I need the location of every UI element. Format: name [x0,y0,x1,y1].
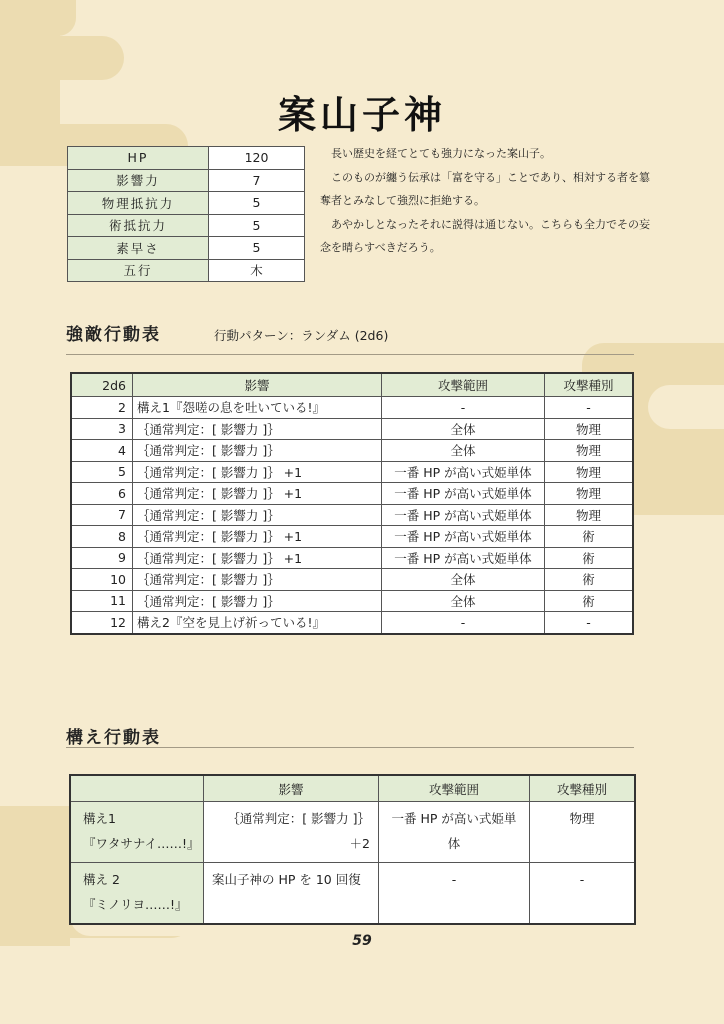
roll-cell: 11 [71,590,133,612]
range-cell: 一番 HP が高い式姫単体 [382,483,545,505]
stance-quote: 『ワタサナイ……!』 [83,836,200,851]
enemy-actions-title: 強敵行動表 [66,325,161,345]
table-row [71,483,633,505]
range-cell: 全体 [382,440,545,462]
header-cell: 攻撃種別 [545,373,634,397]
table-row [71,440,633,462]
effect-cell: ｛通常判定：[ 影響力 ]｝ [133,590,382,612]
table-row [71,397,633,419]
stat-row [68,169,305,192]
description-paragraph: このものが纏う伝承は「富を守る」ことであり、相対する者を簒奪者とみなして強烈に拒絶する。 [320,170,650,207]
header-cell: 影響 [133,373,382,397]
stance-label-cell [70,802,204,863]
stat-row [68,192,305,215]
type-cell: 物理 [545,461,634,483]
effect-cell: ｛通常判定：[ 影響力 ]｝ +1 [133,547,382,569]
roll-cell: 8 [71,526,133,548]
range-cell: 全体 [382,418,545,440]
type-cell: - [530,863,636,925]
type-cell: 物理 [545,504,634,526]
roll-cell: 9 [71,547,133,569]
enemy-actions-table [70,372,634,635]
effect-cell: ｛通常判定：[ 影響力 ]｝ ＋2 [204,802,379,863]
header-cell: 攻撃範囲 [382,373,545,397]
roll-cell: 7 [71,504,133,526]
stat-value: 5 [209,237,305,260]
background-shape [0,36,124,80]
stance-actions-title: 構え行動表 [66,728,161,748]
range-cell: - [379,863,530,925]
effect-cell: ｛通常判定：[ 影響力 ]｝ +1 [133,483,382,505]
stat-value: 5 [209,192,305,215]
type-cell: 物理 [545,440,634,462]
roll-cell: 12 [71,612,133,634]
roll-cell: 6 [71,483,133,505]
stat-value: 120 [209,147,305,170]
table-row [71,461,633,483]
table-row [71,418,633,440]
description [320,142,650,260]
roll-cell: 4 [71,440,133,462]
effect-cell: ｛通常判定：[ 影響力 ]｝ +1 [133,461,382,483]
effect-cell: ｛通常判定：[ 影響力 ]｝ +1 [133,526,382,548]
description-paragraph: 長い歴史を経てとても強力になった案山子。 [331,147,551,160]
type-cell: - [545,612,634,634]
range-cell: 一番 HP が高い式姫単体 [382,461,545,483]
stance-name: 構え1 [83,811,116,826]
effect-cell: 案山子神の HP を 10 回復 [204,863,379,925]
type-cell: 物理 [545,483,634,505]
stat-row [68,147,305,170]
page-title: 案山子神 [277,92,446,137]
stance-label-cell [70,863,204,925]
roll-cell: 10 [71,569,133,591]
effect-cell: 構え1『怨嗟の息を吐いている!』 [133,397,382,419]
stance-actions-table [69,774,636,925]
range-cell: 一番 HP が高い式姫単体 [382,547,545,569]
effect-cell: 構え2『空を見上げ祈っている!』 [133,612,382,634]
stat-label: 物理抵抗力 [68,192,209,215]
background-shape [648,385,724,429]
header-cell [70,775,204,802]
roll-cell: 5 [71,461,133,483]
table-row [71,569,633,591]
background-shape [0,0,76,36]
table-row [70,802,635,863]
range-cell: - [382,397,545,419]
table-header-row [71,373,633,397]
type-cell: 術 [545,547,634,569]
stat-value: 木 [209,259,305,282]
table-row [71,526,633,548]
range-cell: - [382,612,545,634]
roll-cell: 2 [71,397,133,419]
description-paragraph: あやかしとなったそれに説得は通じない。こちらも全力でその妄念を晴らすべきだろう。 [320,217,650,254]
header-cell: 攻撃範囲 [379,775,530,802]
table-row [70,863,635,925]
table-row [71,612,633,634]
range-cell: 全体 [382,590,545,612]
effect-cell: ｛通常判定：[ 影響力 ]｝ [133,569,382,591]
table-row [71,547,633,569]
stat-row [68,214,305,237]
roll-cell: 3 [71,418,133,440]
range-cell: 一番 HP が高い式姫単体 [379,802,530,863]
stat-value: 5 [209,214,305,237]
type-cell: 術 [545,569,634,591]
stat-label: 素早さ [68,237,209,260]
section-divider [66,354,634,355]
range-cell: 一番 HP が高い式姫単体 [382,504,545,526]
stat-row [68,259,305,282]
effect-cell: ｛通常判定：[ 影響力 ]｝ [133,440,382,462]
header-cell: 攻撃種別 [530,775,636,802]
type-cell: 術 [545,590,634,612]
stat-label: 五行 [68,259,209,282]
type-cell: 物理 [545,418,634,440]
stat-label: 影響力 [68,169,209,192]
stat-label: HP [68,147,209,170]
table-header-row [70,775,635,802]
page-number: 59 [352,933,372,949]
effect-cell: ｛通常判定：[ 影響力 ]｝ [133,418,382,440]
stats-table [67,146,305,282]
stance-quote: 『ミノリヨ……!』 [83,897,188,912]
table-row [71,504,633,526]
range-cell: 全体 [382,569,545,591]
type-cell: 物理 [530,802,636,863]
stat-label: 術抵抗力 [68,214,209,237]
header-cell: 2d6 [71,373,133,397]
section-divider [66,747,634,748]
header-cell: 影響 [204,775,379,802]
action-pattern: 行動パターン：ランダム (2d6) [214,328,389,343]
range-cell: 一番 HP が高い式姫単体 [382,526,545,548]
effect-cell: ｛通常判定：[ 影響力 ]｝ [133,504,382,526]
type-cell: - [545,397,634,419]
stat-row [68,237,305,260]
type-cell: 術 [545,526,634,548]
table-row [71,590,633,612]
stat-value: 7 [209,169,305,192]
stance-name: 構え 2 [83,872,120,887]
